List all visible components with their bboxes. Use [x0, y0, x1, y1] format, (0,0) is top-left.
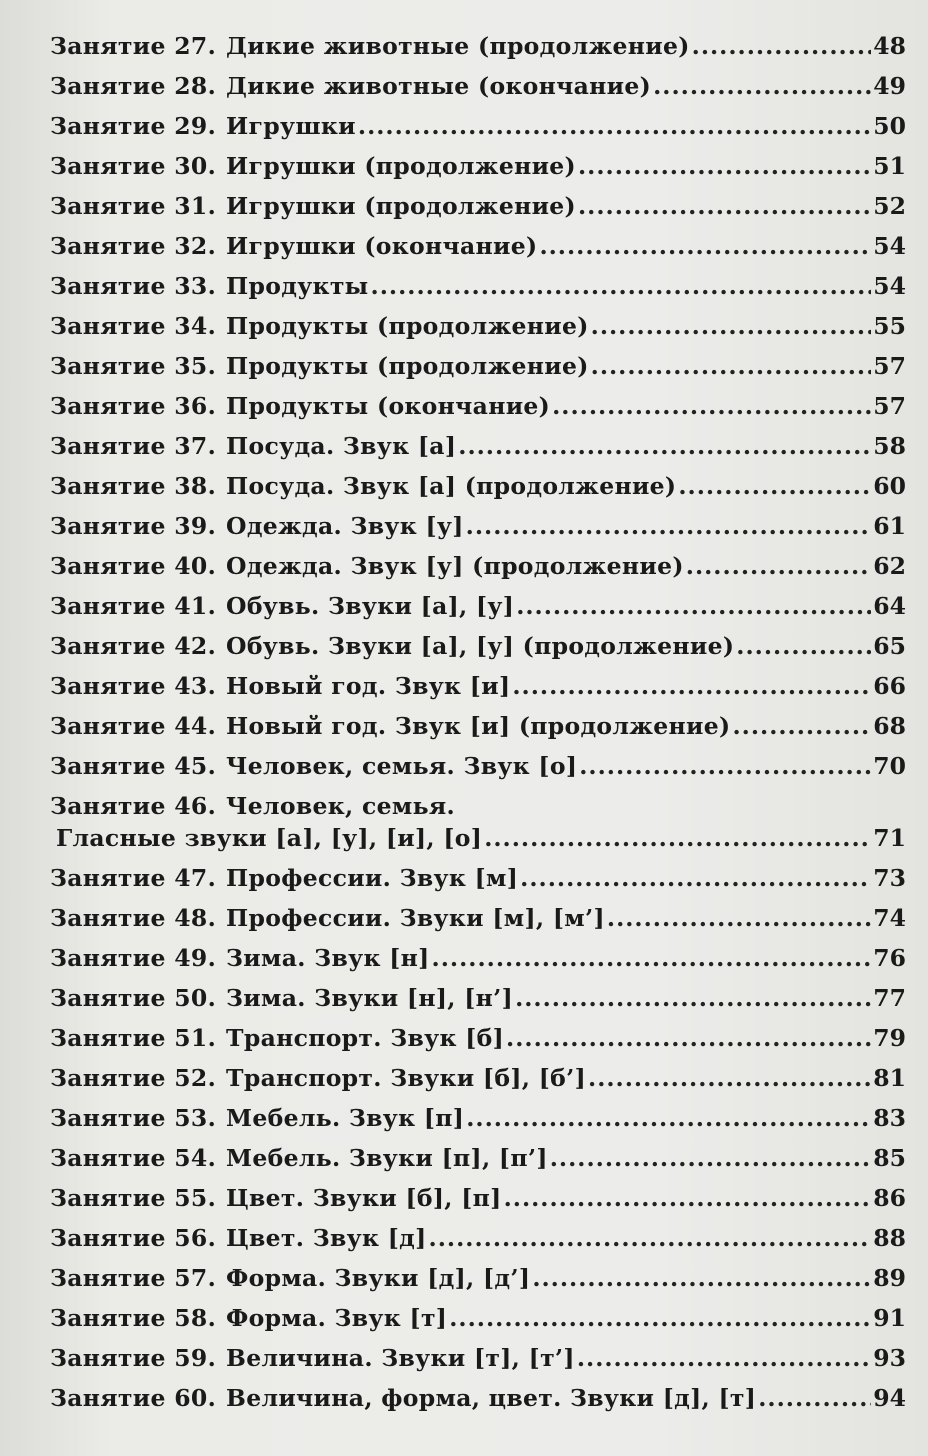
- lesson-title: Игрушки (продолжение): [226, 152, 576, 180]
- lesson-title: Одежда. Звук [у]: [226, 512, 464, 540]
- dot-leader: [578, 186, 871, 226]
- dot-leader: [466, 506, 872, 546]
- dot-leader: [512, 666, 871, 706]
- lesson-title: Продукты (окончание): [226, 392, 551, 420]
- dot-leader: [358, 106, 871, 146]
- lesson-number: Занятие 27.: [50, 32, 217, 60]
- lesson-number: Занятие 33.: [50, 272, 217, 300]
- toc-entry: [50, 1378, 906, 1418]
- toc-entry: [50, 426, 906, 466]
- toc-entry-line-2: [50, 818, 906, 858]
- page-number: 65: [873, 632, 906, 660]
- lesson-title: Форма. Звуки [д], [д’]: [226, 1264, 531, 1292]
- dot-leader: [692, 26, 872, 66]
- lesson-title: Форма. Звук [т]: [226, 1304, 448, 1332]
- lesson-title: Игрушки (продолжение): [226, 192, 576, 220]
- lesson-number: Занятие 57.: [50, 1264, 217, 1292]
- lesson-number: Занятие 43.: [50, 672, 217, 700]
- toc-entry: [50, 858, 906, 898]
- page-number: 85: [873, 1144, 906, 1172]
- lesson-number: Занятие 51.: [50, 1024, 217, 1052]
- page-number: 77: [873, 984, 906, 1012]
- lesson-title: Продукты (продолжение): [226, 352, 589, 380]
- page-number: 70: [873, 752, 906, 780]
- lesson-number: Занятие 58.: [50, 1304, 217, 1332]
- page-number: 76: [873, 944, 906, 972]
- page-number: 91: [873, 1304, 906, 1332]
- lesson-number: Занятие 48.: [50, 904, 217, 932]
- toc-entry: [50, 466, 906, 506]
- toc-entry: [50, 1258, 906, 1298]
- dot-leader: [579, 746, 871, 786]
- lesson-title: Транспорт. Звуки [б], [б’]: [226, 1064, 587, 1092]
- page-number: 68: [873, 712, 906, 740]
- dot-leader: [532, 1258, 871, 1298]
- dot-leader: [577, 1338, 871, 1378]
- dot-leader: [591, 346, 872, 386]
- toc-entry: [50, 938, 906, 978]
- toc-entry: [50, 898, 906, 938]
- toc-entry: [50, 506, 906, 546]
- lesson-title: Одежда. Звук [у] (продолжение): [226, 552, 684, 580]
- lesson-title: Цвет. Звук [д]: [226, 1224, 427, 1252]
- page-number: 64: [873, 592, 906, 620]
- lesson-title-continuation: Гласные звуки [а], [у], [и], [о]: [56, 824, 483, 852]
- toc-entry: [50, 266, 906, 306]
- toc-entry: [50, 1018, 906, 1058]
- dot-leader: [506, 1018, 871, 1058]
- lesson-title: Посуда. Звук [а] (продолжение): [226, 472, 677, 500]
- lesson-title: Человек, семья. Звук [о]: [226, 752, 578, 780]
- lesson-title: Мебель. Звук [п]: [226, 1104, 465, 1132]
- lesson-number: Занятие 28.: [50, 72, 217, 100]
- lesson-number: Занятие 31.: [50, 192, 217, 220]
- page-number: 74: [873, 904, 906, 932]
- dot-leader: [458, 426, 871, 466]
- toc-entry: [50, 186, 906, 226]
- lesson-number: Занятие 55.: [50, 1184, 217, 1212]
- lesson-number: Занятие 53.: [50, 1104, 217, 1132]
- toc-entry: [50, 786, 906, 858]
- toc-entry: [50, 226, 906, 266]
- dot-leader: [432, 938, 872, 978]
- toc-entry: [50, 106, 906, 146]
- page-number: 73: [873, 864, 906, 892]
- lesson-title: Продукты: [226, 272, 369, 300]
- toc-entry: [50, 66, 906, 106]
- toc-entry-line-1: [50, 786, 906, 818]
- page-number: 93: [873, 1344, 906, 1372]
- toc-entry: [50, 1298, 906, 1338]
- dot-leader: [678, 466, 871, 506]
- lesson-title: Обувь. Звуки [а], [у]: [226, 592, 515, 620]
- page-number: 89: [873, 1264, 906, 1292]
- page-number: 50: [873, 112, 906, 140]
- dot-leader: [371, 266, 872, 306]
- page-number: 55: [873, 312, 906, 340]
- lesson-number: Занятие 34.: [50, 312, 217, 340]
- toc-entry: [50, 146, 906, 186]
- dot-leader: [653, 66, 871, 106]
- lesson-title: Посуда. Звук [а]: [226, 432, 457, 460]
- toc-entry: [50, 306, 906, 346]
- page-number: 88: [873, 1224, 906, 1252]
- dot-leader: [552, 386, 871, 426]
- lesson-number: Занятие 36.: [50, 392, 217, 420]
- toc-entry: [50, 978, 906, 1018]
- lesson-title: Новый год. Звук [и]: [226, 672, 511, 700]
- lesson-title: Обувь. Звуки [а], [у] (продолжение): [226, 632, 735, 660]
- toc-entry: [50, 626, 906, 666]
- toc-entry: [50, 1138, 906, 1178]
- lesson-number: Занятие 37.: [50, 432, 217, 460]
- page-number: 66: [873, 672, 906, 700]
- lesson-number: Занятие 39.: [50, 512, 217, 540]
- toc-entry: [50, 666, 906, 706]
- dot-leader: [539, 226, 871, 266]
- dot-leader: [578, 146, 871, 186]
- lesson-title: Новый год. Звук [и] (продолжение): [226, 712, 731, 740]
- page-number: 79: [873, 1024, 906, 1052]
- lesson-title: Игрушки: [226, 112, 356, 140]
- toc-entry: [50, 706, 906, 746]
- toc-entry: [50, 1338, 906, 1378]
- lesson-number: Занятие 44.: [50, 712, 217, 740]
- page-number: 57: [873, 352, 906, 380]
- page-number: 52: [873, 192, 906, 220]
- lesson-number: Занятие 42.: [50, 632, 217, 660]
- toc-entry: [50, 1178, 906, 1218]
- lesson-title: Величина. Звуки [т], [т’]: [226, 1344, 575, 1372]
- page-number: 51: [873, 152, 906, 180]
- lesson-title: Профессии. Звуки [м], [м’]: [226, 904, 605, 932]
- toc-entry: [50, 1058, 906, 1098]
- toc-entry: [50, 386, 906, 426]
- lesson-number: Занятие 45.: [50, 752, 217, 780]
- toc-entry: [50, 26, 906, 66]
- dot-leader: [484, 818, 871, 858]
- lesson-number: Занятие 46.: [50, 792, 217, 820]
- lesson-number: Занятие 56.: [50, 1224, 217, 1252]
- dot-leader: [758, 1378, 871, 1418]
- lesson-number: Занятие 29.: [50, 112, 217, 140]
- table-of-contents: [50, 26, 906, 1418]
- lesson-number: Занятие 35.: [50, 352, 217, 380]
- toc-entry: [50, 546, 906, 586]
- toc-entry: [50, 1218, 906, 1258]
- lesson-title: Мебель. Звуки [п], [п’]: [226, 1144, 548, 1172]
- page-number: 49: [873, 72, 906, 100]
- page-number: 60: [873, 472, 906, 500]
- lesson-title: Цвет. Звуки [б], [п]: [226, 1184, 502, 1212]
- dot-leader: [736, 626, 871, 666]
- dot-leader: [550, 1138, 872, 1178]
- lesson-number: Занятие 59.: [50, 1344, 217, 1372]
- page-number: 54: [873, 272, 906, 300]
- dot-leader: [516, 586, 871, 626]
- lesson-number: Занятие 38.: [50, 472, 217, 500]
- lesson-title: Зима. Звук [н]: [226, 944, 430, 972]
- page-number: 71: [873, 824, 906, 852]
- dot-leader: [515, 978, 871, 1018]
- lesson-title: Продукты (продолжение): [226, 312, 589, 340]
- dot-leader: [429, 1218, 872, 1258]
- page-number: 81: [873, 1064, 906, 1092]
- page-number: 61: [873, 512, 906, 540]
- dot-leader: [732, 706, 871, 746]
- dot-leader: [520, 858, 871, 898]
- dot-leader: [607, 898, 871, 938]
- dot-leader: [686, 546, 872, 586]
- lesson-number: Занятие 52.: [50, 1064, 217, 1092]
- lesson-title: Дикие животные (продолжение): [226, 32, 690, 60]
- page-number: 48: [873, 32, 906, 60]
- page-number: 83: [873, 1104, 906, 1132]
- page-number: 57: [873, 392, 906, 420]
- lesson-number: Занятие 49.: [50, 944, 217, 972]
- page-number: 58: [873, 432, 906, 460]
- dot-leader: [449, 1298, 871, 1338]
- page-number: 86: [873, 1184, 906, 1212]
- dot-leader: [591, 306, 872, 346]
- lesson-title: Дикие животные (окончание): [226, 72, 652, 100]
- lesson-number: Занятие 47.: [50, 864, 217, 892]
- lesson-title: Транспорт. Звук [б]: [226, 1024, 505, 1052]
- lesson-number: Занятие 40.: [50, 552, 217, 580]
- lesson-title: Игрушки (окончание): [226, 232, 538, 260]
- lesson-title: Человек, семья.: [226, 792, 455, 820]
- lesson-number: Занятие 41.: [50, 592, 217, 620]
- page-number: 62: [873, 552, 906, 580]
- page-number: 94: [873, 1384, 906, 1412]
- toc-entry: [50, 346, 906, 386]
- lesson-number: Занятие 50.: [50, 984, 217, 1012]
- lesson-title: Зима. Звуки [н], [н’]: [226, 984, 514, 1012]
- page-number: 54: [873, 232, 906, 260]
- lesson-title: Величина, форма, цвет. Звуки [д], [т]: [226, 1384, 757, 1412]
- toc-entry: [50, 586, 906, 626]
- dot-leader: [466, 1098, 871, 1138]
- lesson-number: Занятие 30.: [50, 152, 217, 180]
- lesson-number: Занятие 60.: [50, 1384, 217, 1412]
- dot-leader: [588, 1058, 871, 1098]
- toc-entry: [50, 1098, 906, 1138]
- toc-entry: [50, 746, 906, 786]
- dot-leader: [504, 1178, 872, 1218]
- lesson-number: Занятие 54.: [50, 1144, 217, 1172]
- lesson-number: Занятие 32.: [50, 232, 217, 260]
- lesson-title: Профессии. Звук [м]: [226, 864, 519, 892]
